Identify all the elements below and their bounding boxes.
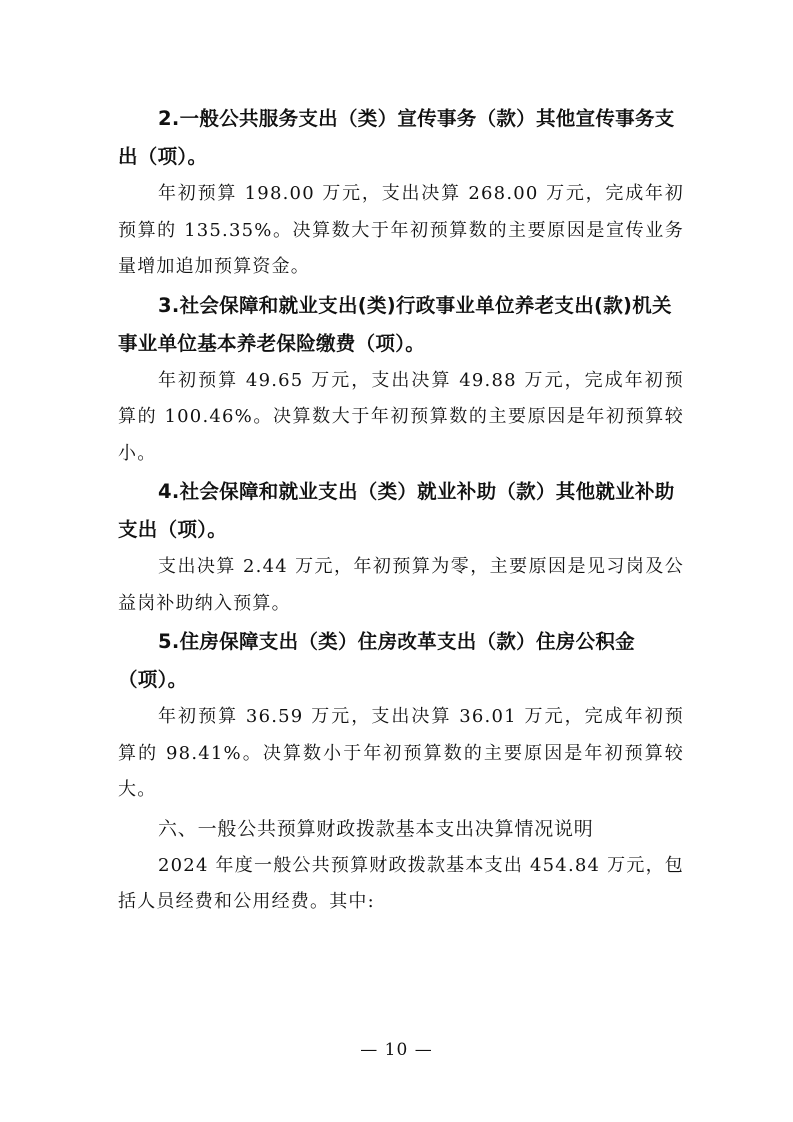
paragraph-pension-budget: 年初预算 49.65 万元，支出决算 49.88 万元，完成年初预算的 100.46%。决算数大于年初预算数的主要原因是年初预算较小。 [118,369,684,464]
heading-housing-fund: 5.住房保障支出（类）住房改革支出（款）住房公积金（项）。 [118,630,635,691]
page-number: — 10 — [360,1040,433,1060]
heading-pension-insurance: 3.社会保障和就业支出(类)行政事业单位养老支出(款)机关事业单位基本养老保险缴费（项）。 [118,293,672,355]
paragraph-housing-budget: 年初预算 36.59 万元，支出决算 36.01 万元，完成年初预算的 98.41%。决算数小于年初预算数的主要原因是年初预算较大。 [118,706,684,800]
heading-employment-subsidy: 4.社会保障和就业支出（类）就业补助（款）其他就业补助支出（项）。 [118,480,675,541]
document-body [118,100,684,922]
heading-general-public-services: 2.一般公共服务支出（类）宣传事务（款）其他宣传事务支出（项）。 [118,107,675,168]
paragraph-publicity-budget: 年初预算 198.00 万元，支出决算 268.00 万元，完成年初预算的 135.35%。决算数大于年初预算数的主要原因是宣传业务量增加追加预算资金。 [118,183,684,277]
paragraph-employment-budget: 支出决算 2.44 万元，年初预算为零，主要原因是见习岗及公益岗补助纳入预算。 [118,556,684,614]
paragraph-basic-expenditure: 2024 年度一般公共预算财政拨款基本支出 454.84 万元，包括人员经费和公用经费。其中: [118,854,684,912]
section-title-basic-expenditure: 六、一般公共预算财政拨款基本支出决算情况说明 [158,817,594,840]
